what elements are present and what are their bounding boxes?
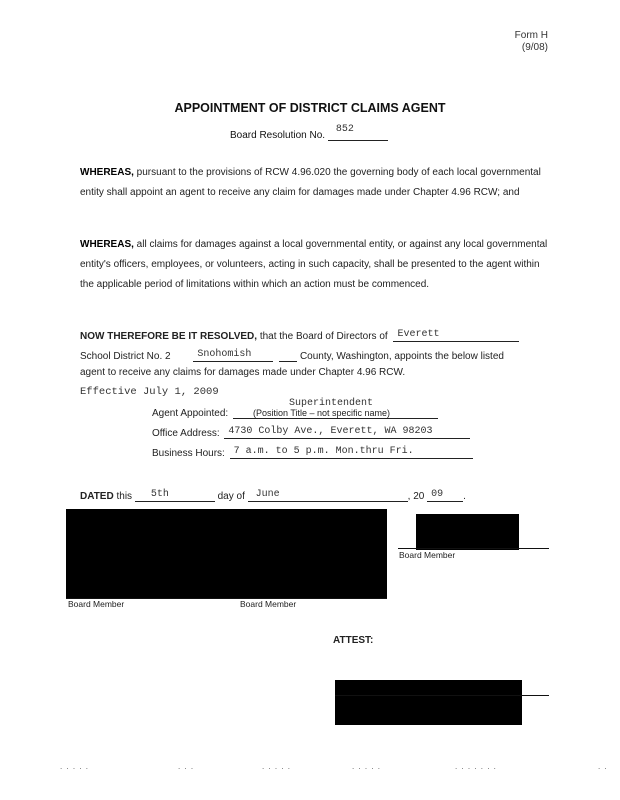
county-name: Snohomish — [197, 349, 252, 360]
form-number: Form H — [514, 30, 548, 41]
attest-signature-line — [335, 695, 549, 696]
year-prefix: , 20 — [407, 491, 425, 502]
business-hours-value: 7 a.m. to 5 p.m. Mon.thru Fri. — [233, 446, 414, 457]
agent-appointed-field[interactable] — [233, 398, 438, 419]
resolved-text: County, Washington, appoints the below listed — [299, 351, 504, 362]
effective-date: Effective July 1, 2009 — [80, 386, 219, 398]
whereas-paragraph-1 — [80, 163, 550, 203]
business-hours-row — [152, 445, 473, 459]
board-resolution — [230, 124, 388, 141]
resolved-text: that the Board of Directors of — [257, 331, 388, 342]
business-hours-field[interactable] — [230, 445, 473, 459]
redacted-attest-signature — [335, 680, 522, 725]
resolution-number: 852 — [335, 124, 354, 135]
county-field[interactable] — [193, 348, 273, 362]
resolved-lead: NOW THEREFORE BE IT RESOLVED, — [80, 331, 258, 342]
month-value: June — [255, 489, 280, 500]
year-field[interactable] — [427, 488, 463, 502]
scan-artifact: . . — [598, 762, 608, 771]
district-name-field[interactable] — [393, 328, 519, 342]
dated-this: this — [116, 491, 133, 502]
board-member-label: Board Member — [68, 599, 125, 609]
board-member-label: Board Member — [240, 599, 297, 609]
scan-artifact: . . . . . . . — [455, 762, 497, 771]
board-member-label: Board Member — [399, 550, 456, 560]
district-number: 2 — [165, 351, 171, 362]
office-address-row — [152, 425, 470, 439]
whereas-text: pursuant to the provisions of RCW 4.96.020 the governing body of each local governmental entity shall appoint an agent to receive any claim for damages made under Chapter 4.96 RCW; and — [80, 167, 541, 198]
resolved-line-1 — [80, 328, 519, 342]
year-value: 09 — [431, 489, 444, 500]
whereas-text: all claims for damages against a local governmental entity, or against any local governmental entity's officers, employees, or volunteers, acting in such capacity, shall be presented to the agent within the applicable period of limitations within which an action must be commenced. — [80, 239, 548, 290]
form-id — [515, 30, 548, 54]
redacted-signature-right — [416, 514, 519, 550]
month-field[interactable] — [248, 488, 408, 502]
agent-appointed-label: Agent Appointed: — [152, 408, 229, 419]
resolution-number-field[interactable] — [328, 124, 388, 141]
dated-label: DATED — [80, 491, 114, 502]
attest-label: ATTEST: — [333, 635, 374, 646]
school-district-label: School District No. — [80, 351, 163, 362]
document-title: APPOINTMENT OF DISTRICT CLAIMS AGENT — [174, 101, 446, 115]
resolved-line-3: agent to receive any claims for damages made under Chapter 4.96 RCW. — [80, 367, 406, 378]
day-field[interactable] — [135, 488, 215, 502]
form-date: (9/08) — [521, 42, 548, 53]
scan-artifact: . . . . . — [262, 762, 292, 771]
agent-appointed-value: Superintendent — [288, 398, 373, 409]
office-address-field[interactable] — [224, 425, 470, 439]
whereas-lead: WHEREAS, — [80, 167, 134, 178]
resolution-label: Board Resolution No. — [230, 130, 326, 141]
scan-artifact: . . . — [178, 762, 195, 771]
scan-artifact: . . . . . — [352, 762, 382, 771]
agent-appointed-row — [152, 398, 438, 419]
resolved-line-2 — [80, 348, 504, 362]
office-address-value: 4730 Colby Ave., Everett, WA 98203 — [228, 426, 433, 437]
signature-line — [398, 548, 549, 549]
business-hours-label: Business Hours: — [152, 448, 225, 459]
day-value: 5th — [150, 489, 169, 500]
dated-row: DATED this 5th day of June , 20 09 . — [80, 489, 466, 502]
whereas-paragraph-2 — [80, 235, 550, 295]
agent-appointed-hint: (Position Title – not specific name) — [252, 408, 391, 418]
whereas-lead: WHEREAS, — [80, 239, 134, 250]
underline — [279, 348, 297, 362]
redacted-signatures-left — [66, 509, 387, 599]
scan-artifact: . . . . . — [60, 762, 90, 771]
dated-day-of: day of — [217, 491, 245, 502]
office-address-label: Office Address: — [152, 428, 220, 439]
district-name: Everett — [397, 329, 440, 340]
